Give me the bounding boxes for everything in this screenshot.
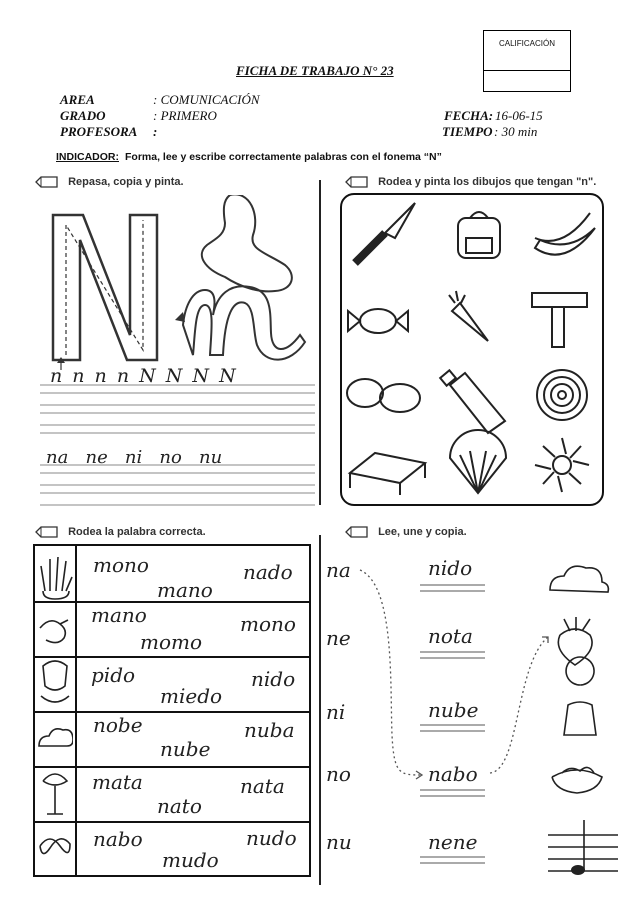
section2-title: Rodea y pinta los dibujos que tengan "n". <box>378 176 597 188</box>
row5-word2[interactable]: nato <box>157 794 202 818</box>
row1-word1[interactable]: mono <box>93 553 149 577</box>
hammer-icon <box>532 293 587 347</box>
fecha-label: FECHA: <box>444 108 494 123</box>
pencil-icon <box>35 176 59 188</box>
grado-label: GRADO <box>60 108 106 123</box>
backpack-icon <box>458 212 500 258</box>
knot-icon <box>40 839 70 854</box>
row3-word2[interactable]: miedo <box>160 684 223 708</box>
syllable-no: no <box>326 762 351 786</box>
match-word-nube: nube <box>428 698 479 722</box>
row3-word3[interactable]: nido <box>251 667 296 691</box>
row6-word2[interactable]: mudo <box>162 848 219 872</box>
row5-word1[interactable]: mata <box>92 770 143 794</box>
row1-word2[interactable]: mano <box>157 578 213 602</box>
section4-title: Lee, une y copia. <box>378 526 467 538</box>
syllable-ni: ni <box>326 700 346 724</box>
calificacion-label: CALIFICACIÓN <box>484 31 570 71</box>
row5-word3[interactable]: nata <box>240 774 285 798</box>
fan-icon <box>450 430 506 493</box>
cloud-icon <box>550 566 608 592</box>
row4-word3[interactable]: nuba <box>244 718 295 742</box>
calificacion-box <box>483 30 571 92</box>
row2-word2[interactable]: momo <box>140 630 203 654</box>
indicador-label: INDICADOR: <box>56 151 119 163</box>
bananas-icon <box>535 213 595 255</box>
tiempo-value: : 30 min <box>494 124 538 139</box>
match-word-nene: nene <box>428 830 478 854</box>
divider-top <box>319 180 321 505</box>
music-note-icon <box>548 820 618 871</box>
music-note-head <box>571 865 585 875</box>
row4-word1[interactable]: nobe <box>93 713 143 737</box>
baby-icon <box>564 657 596 735</box>
candy-icon <box>348 309 408 333</box>
section3-header <box>35 526 206 538</box>
nest-icon <box>41 661 69 702</box>
pencil-icon <box>345 526 369 538</box>
match-word-nabo: nabo <box>428 762 478 786</box>
pictures-grid <box>340 193 604 506</box>
tracing-row-syllables: na ne ni no nu <box>46 447 223 468</box>
tube-icon <box>440 370 505 433</box>
indicador-text: Forma, lee y escribe correctamente palabras con el fonema “N” <box>125 151 442 163</box>
row6-word1[interactable]: nabo <box>93 827 143 851</box>
match-word-nido: nido <box>428 556 473 580</box>
syllable-na: na <box>326 558 351 582</box>
monkey-icon <box>40 620 68 643</box>
section1-title: Repasa, copia y pinta. <box>68 176 184 188</box>
flower-icon <box>535 438 589 492</box>
tracing-row-n: n n n n N N N N <box>50 365 236 387</box>
cloud-icon <box>39 729 73 746</box>
nest-icon <box>552 767 602 793</box>
icecream-icon <box>43 774 67 814</box>
pencil-icon <box>35 526 59 538</box>
profesora-label: PROFESORA <box>60 124 138 139</box>
row6-word3[interactable]: nudo <box>246 826 297 850</box>
tiempo-label: TIEMPO <box>442 124 493 139</box>
indicador <box>56 151 442 163</box>
target-icon <box>537 370 587 420</box>
fecha-value: 16-06-15 <box>495 108 543 123</box>
area-value: : COMUNICACIÓN <box>153 92 260 107</box>
row3-word1[interactable]: pido <box>91 663 136 687</box>
syllable-ne: ne <box>326 626 351 650</box>
row1-word3[interactable]: nado <box>243 560 293 584</box>
row2-word1[interactable]: mano <box>91 603 147 627</box>
match-lines <box>320 545 638 890</box>
match-word-nota: nota <box>428 624 473 648</box>
page-title: FICHA DE TRABAJO N° 23 <box>236 63 394 78</box>
profesora-value: : <box>153 124 158 139</box>
pencil-icon <box>345 176 369 188</box>
word-row-icons <box>35 546 73 876</box>
walnuts-icon <box>347 379 420 412</box>
hand-icon <box>41 557 72 599</box>
carrot-icon <box>449 291 488 341</box>
section1-header <box>35 176 184 188</box>
grado-value: : PRIMERO <box>153 108 217 123</box>
section2-header <box>345 176 596 188</box>
section3-title: Rodea la palabra correcta. <box>68 526 206 538</box>
area-label: AREA <box>60 92 95 107</box>
knife-icon <box>355 203 415 263</box>
bed-icon <box>350 453 425 495</box>
section4-header <box>345 526 467 538</box>
row4-word2[interactable]: nube <box>160 737 211 761</box>
syllable-nu: nu <box>326 830 352 854</box>
row2-word3[interactable]: mono <box>240 612 296 636</box>
